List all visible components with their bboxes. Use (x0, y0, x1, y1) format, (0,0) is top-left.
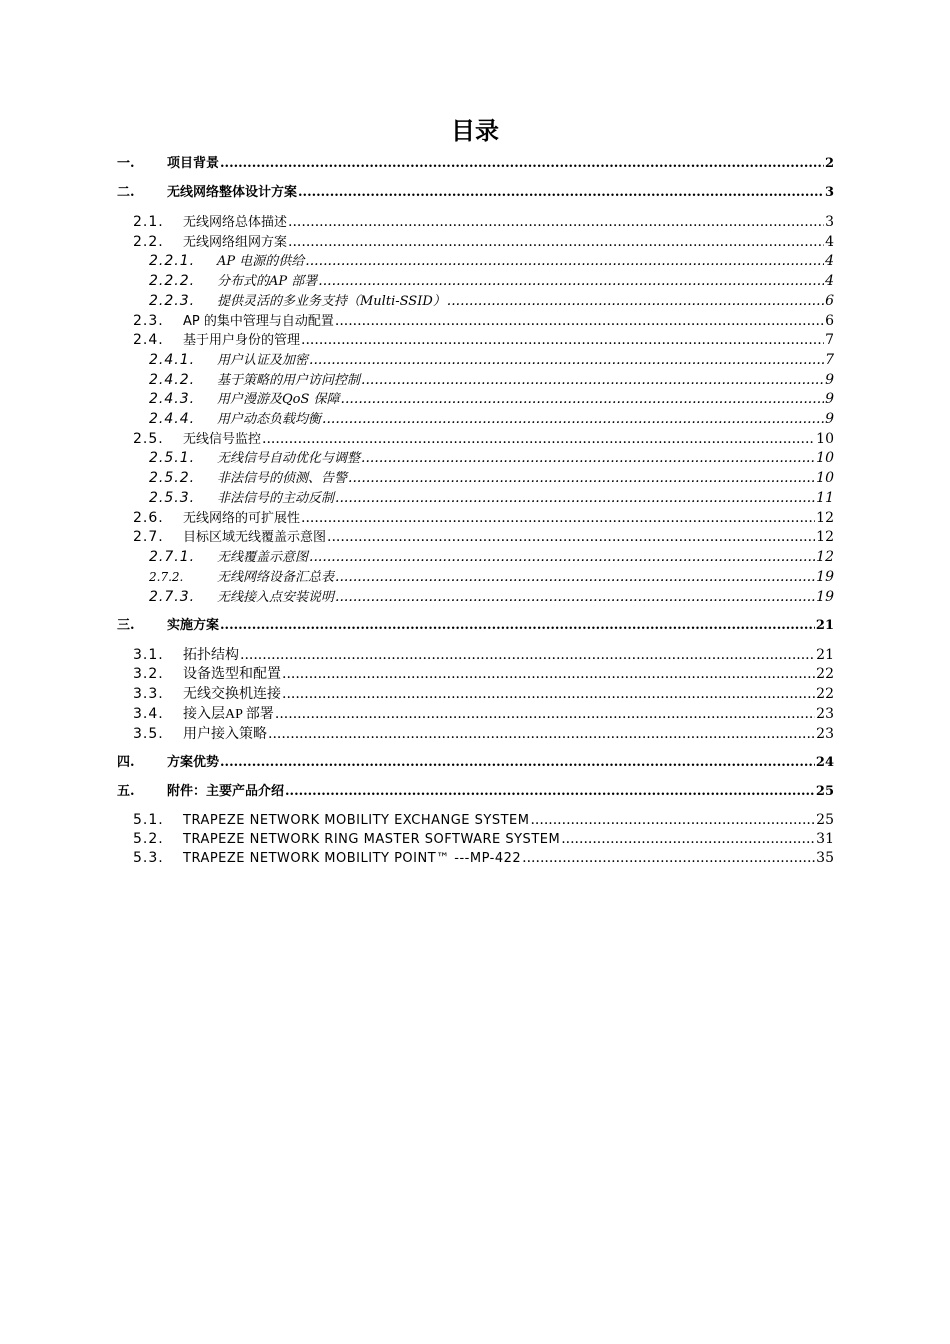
toc-entry[interactable] (117, 183, 834, 203)
toc-entry-number: 2.4.2. (149, 372, 196, 388)
toc-entry-title: 方案优势 (167, 755, 220, 770)
toc-entry[interactable] (149, 488, 834, 508)
toc-entry-page: 10 (816, 450, 834, 466)
toc-entry-page: 6 (825, 293, 834, 309)
toc-leader-dots (522, 848, 815, 868)
toc-entry[interactable] (149, 389, 834, 409)
toc-entry-page: 10 (816, 470, 834, 486)
toc-entry-number: 三. (117, 618, 135, 633)
toc-entry[interactable] (117, 154, 834, 174)
toc-entry-number: 五. (117, 784, 135, 799)
toc-entry-title: 非法信号的主动反制 (217, 491, 335, 506)
toc-entry-title: TRAPEZE NETWORK RING MASTER SOFTWARE SYSTEM (183, 832, 561, 847)
toc-leader-dots (530, 810, 815, 830)
toc-entry-page: 9 (825, 372, 834, 388)
toc-leader-dots (288, 212, 824, 232)
toc-entry-page: 21 (815, 618, 834, 633)
toc-entry-number: 2.2.3. (149, 293, 196, 309)
toc-entry-number: 2.5.2. (149, 470, 196, 486)
toc-entry-number: 3.2. (133, 666, 164, 682)
toc-entry[interactable] (133, 527, 834, 547)
toc-entry-title: 实施方案 (167, 618, 220, 633)
toc-entry-number: 二. (117, 185, 135, 200)
toc-leader-dots (309, 547, 815, 567)
toc-entry-title: 基于策略的用户访问控制 (217, 373, 361, 388)
toc-entry-page: 23 (816, 726, 834, 742)
toc-entry[interactable] (133, 429, 834, 449)
toc-title: 目录 (451, 117, 499, 145)
toc-entry-page: 7 (825, 352, 834, 368)
toc-leader-dots (335, 311, 824, 331)
toc-entry-page: 21 (816, 647, 834, 663)
toc-entry-number: 2.5. (133, 431, 164, 447)
toc-entry-number: 2.5.1. (149, 450, 196, 466)
toc-entry[interactable] (133, 311, 834, 331)
toc-leader-dots (275, 704, 815, 724)
toc-leader-dots (348, 468, 815, 488)
toc-entry-number: 2.3. (133, 313, 164, 329)
toc-entry[interactable] (117, 782, 834, 802)
toc-leader-dots (220, 154, 824, 174)
toc-entry[interactable] (133, 232, 834, 252)
toc-entry-number: 2.7.3. (149, 589, 196, 605)
toc-entry-page: 12 (816, 529, 834, 545)
toc-entry[interactable] (133, 810, 834, 830)
toc-entry-page: 11 (816, 490, 834, 506)
toc-entry-page: 31 (816, 831, 834, 847)
toc-entry-title: 目标区域无线覆盖示意图 (183, 530, 327, 545)
toc-entry-title: 无线网络整体设计方案 (167, 185, 298, 200)
toc-leader-dots (240, 645, 815, 665)
toc-entry[interactable] (133, 645, 834, 665)
toc-entry-page: 24 (815, 755, 834, 770)
toc-leader-dots (447, 291, 824, 311)
toc-leader-dots (335, 587, 815, 607)
toc-entry-title: 无线覆盖示意图 (217, 550, 309, 565)
toc-leader-dots (262, 429, 815, 449)
toc-entry-number: 3.4. (133, 706, 164, 722)
toc-entry-page: 25 (815, 784, 834, 799)
toc-entry[interactable] (149, 587, 834, 607)
toc-entry[interactable] (149, 468, 834, 488)
toc-entry-title: TRAPEZE NETWORK MOBILITY EXCHANGE SYSTEM (183, 813, 530, 828)
toc-entry[interactable] (149, 547, 834, 567)
toc-entry-page: 19 (816, 589, 834, 605)
toc-entry-title: 项目背景 (167, 156, 220, 171)
toc-leader-dots (282, 664, 815, 684)
toc-entry-page: 12 (816, 549, 834, 565)
toc-leader-dots (288, 232, 824, 252)
toc-entry-page: 19 (816, 569, 834, 585)
toc-entry[interactable] (117, 616, 834, 636)
toc-entry-number: 5.2. (133, 831, 164, 847)
toc-entry-title: 无线网络组网方案 (183, 235, 288, 250)
toc-entry-title: 用户漫游及QoS 保障 (217, 392, 340, 407)
toc-leader-dots (305, 251, 824, 271)
toc-entry-title: 无线接入点安装说明 (217, 590, 335, 605)
toc-entry-title: 提供灵活的多业务支持（Multi-SSID） (217, 294, 446, 309)
toc-entry[interactable] (133, 848, 834, 868)
toc-entry-number: 2.1. (133, 214, 164, 230)
toc-entry[interactable] (133, 724, 834, 744)
toc-entry-page: 22 (816, 686, 834, 702)
toc-leader-dots (341, 389, 825, 409)
toc-leader-dots (309, 350, 824, 370)
toc-entry-title: 无线网络的可扩展性 (183, 511, 301, 526)
toc-entry-number: 5.3. (133, 850, 164, 866)
toc-entry[interactable] (149, 448, 834, 468)
toc-entry-number: 3.3. (133, 686, 164, 702)
toc-entry-page: 35 (816, 850, 834, 866)
toc-leader-dots (298, 183, 824, 203)
toc-entry-page: 3 (825, 214, 834, 230)
toc-entry-page: 4 (825, 253, 834, 269)
toc-entry[interactable] (149, 350, 834, 370)
toc-entry-number: 3.5. (133, 726, 164, 742)
toc-leader-dots (282, 684, 815, 704)
toc-leader-dots (318, 271, 824, 291)
toc-leader-dots (335, 567, 815, 587)
toc-entry-title: 附件：主要产品介绍 (167, 784, 285, 799)
toc-entry-title: 非法信号的侦测、告警 (217, 471, 348, 486)
toc-entry-page: 22 (816, 666, 834, 682)
toc-entry-title: 无线网络总体描述 (183, 215, 288, 230)
toc-entry-number: 2.2.1. (149, 253, 196, 269)
toc-entry-title: 用户动态负载均衡 (217, 412, 322, 427)
toc-entry-title: AP 电源的供给 (217, 254, 305, 269)
toc-entry-number: 2.7. (133, 529, 164, 545)
toc-entry-page: 23 (816, 706, 834, 722)
toc-entry-title: 基于用户身份的管理 (183, 333, 301, 348)
toc-entry-title: 无线网络设备汇总表 (217, 570, 335, 585)
toc-entry[interactable] (133, 330, 834, 350)
toc-entry-number: 一. (117, 156, 135, 171)
toc-entry-title: 用户认证及加密 (217, 353, 309, 368)
toc-entry-number: 2.4. (133, 332, 164, 348)
toc-entry[interactable] (133, 829, 834, 849)
toc-entry-title: 拓扑结构 (183, 648, 239, 663)
toc-entry-number: 2.4.1. (149, 352, 196, 368)
toc-leader-dots (361, 448, 815, 468)
toc-entry[interactable] (133, 704, 834, 724)
toc-entry-title: TRAPEZE NETWORK MOBILITY POINT™ ---MP-422 (183, 851, 522, 866)
toc-entry-number: 2.2. (133, 234, 164, 250)
toc-leader-dots (220, 753, 815, 773)
toc-entry-number: 2.2.2. (149, 273, 196, 289)
toc-entry[interactable] (149, 291, 834, 311)
toc-entry-page: 4 (825, 273, 834, 289)
toc-entry[interactable] (133, 664, 834, 684)
toc-entry-title: 接入层AP 部署 (183, 707, 274, 722)
toc-leader-dots (561, 829, 815, 849)
toc-entry-page: 10 (816, 431, 834, 447)
toc-entry[interactable] (149, 409, 834, 429)
toc-entry[interactable] (117, 753, 834, 773)
toc-entry-title: 无线交换机连接 (183, 687, 281, 702)
toc-entry-page: 9 (825, 391, 834, 407)
toc-leader-dots (361, 370, 824, 390)
toc-entry-number: 2.7.1. (149, 549, 196, 565)
toc-leader-dots (220, 616, 815, 636)
toc-entry-title: AP 的集中管理与自动配置 (183, 314, 334, 329)
toc-leader-dots (301, 330, 824, 350)
toc-entry-number: 2.7.2. (149, 570, 184, 584)
toc-leader-dots (285, 782, 815, 802)
toc-entry[interactable] (133, 684, 834, 704)
toc-entry-page: 2 (824, 156, 834, 171)
toc-entry-title: 无线信号自动优化与调整 (217, 451, 361, 466)
toc-entry[interactable] (149, 271, 834, 291)
toc-leader-dots (327, 527, 815, 547)
toc-entry-page: 6 (825, 313, 834, 329)
toc-entry-title: 无线信号监控 (183, 432, 262, 447)
toc-entry[interactable] (149, 370, 834, 390)
toc-entry[interactable] (149, 251, 834, 271)
toc-entry[interactable] (133, 508, 834, 528)
toc-entry-number: 2.4.3. (149, 391, 196, 407)
toc-entry-number: 5.1. (133, 812, 164, 828)
toc-entry-number: 3.1. (133, 647, 164, 663)
toc-entry-page: 3 (824, 185, 834, 200)
toc-entry-page: 12 (816, 510, 834, 526)
toc-entry-number: 2.5.3. (149, 490, 196, 506)
toc-entry[interactable] (133, 212, 834, 232)
toc-entry-title: 设备选型和配置 (183, 667, 281, 682)
toc-entry-title: 分布式的AP 部署 (217, 274, 318, 289)
toc-entry-page: 7 (825, 332, 834, 348)
toc-entry-number: 2.6. (133, 510, 164, 526)
toc-entry-title: 用户接入策略 (183, 727, 267, 742)
toc-entry-page: 9 (825, 411, 834, 427)
toc-entry-page: 25 (816, 812, 834, 828)
toc-leader-dots (322, 409, 824, 429)
toc-entry-number: 2.4.4. (149, 411, 196, 427)
toc-leader-dots (268, 724, 815, 744)
toc-entry[interactable] (149, 567, 834, 587)
toc-leader-dots (301, 508, 815, 528)
toc-leader-dots (335, 488, 815, 508)
toc-entry-page: 4 (825, 234, 834, 250)
toc-entry-number: 四. (117, 755, 135, 770)
